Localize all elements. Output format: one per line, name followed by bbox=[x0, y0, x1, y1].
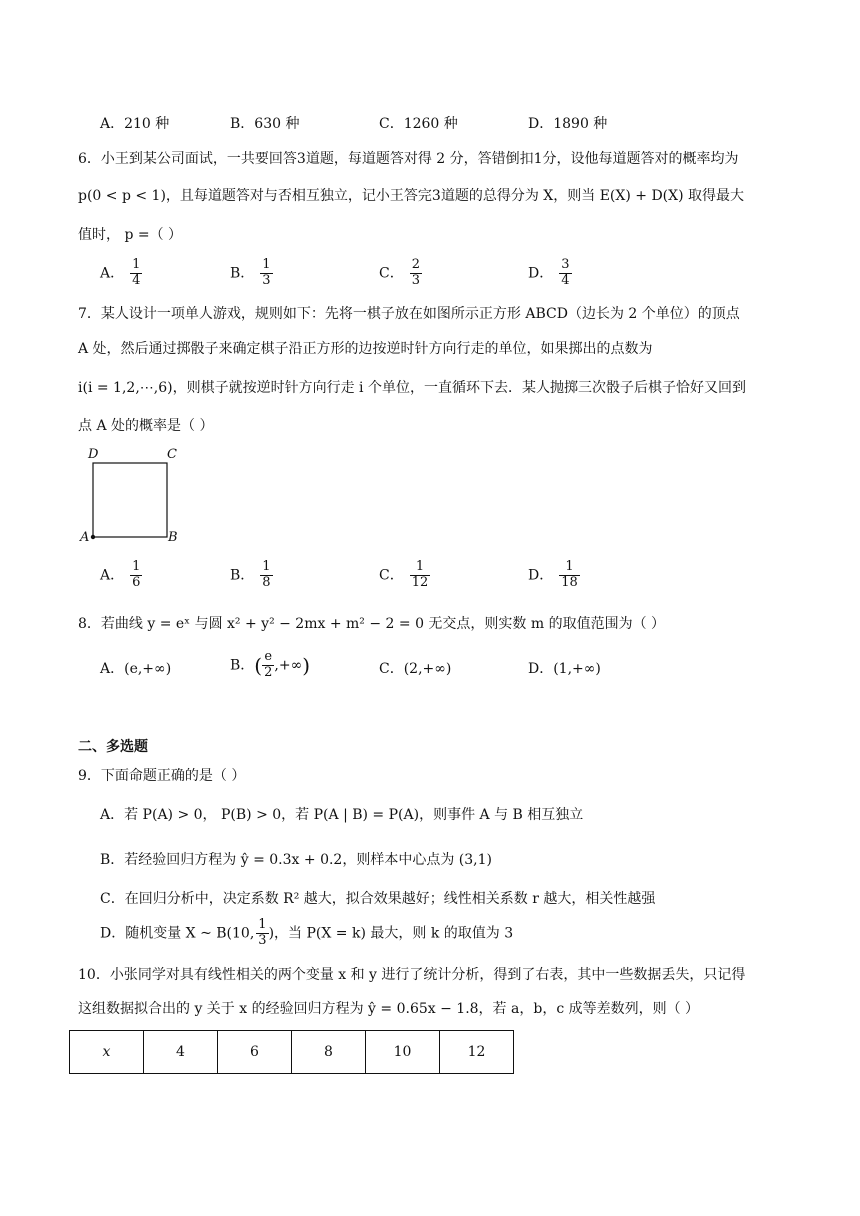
q8-stem: 8．若曲线 y = eˣ 与圆 x² + y² − 2mx + m² − 2 = 0 无交点，则实数 m 的取值范围为（ ） bbox=[78, 616, 666, 632]
q6-stem-line1: 6．小王到某公司面试，一共要回答3道题，每道题答对得 2 分，答错倒扣1分，设他每道题答对的概率均为 bbox=[78, 151, 739, 167]
q9-option-b: B．若经验回归方程为 ŷ = 0.3x + 0.2，则样本中心点为 (3,1) bbox=[100, 852, 492, 868]
q5-option-c: C．1260 种 bbox=[379, 116, 458, 132]
q10-data-table bbox=[69, 1030, 514, 1074]
q9-stem: 9．下面命题正确的是（ ） bbox=[78, 768, 246, 784]
q10-stem-line1: 10．小张同学对具有线性相关的两个变量 x 和 y 进行了统计分析，得到了右表，其中一些数据丢失，只记得 bbox=[78, 967, 746, 983]
section-heading: 二、多选题 bbox=[78, 739, 148, 755]
q6-stem-line3: 值时， p =（ ） bbox=[78, 227, 183, 243]
q7-stem-line2: A 处，然后通过掷骰子来确定棋子沿正方形的边按逆时针方向行走的单位，如果掷出的点数为 bbox=[78, 341, 653, 357]
q5-option-a: A．210 种 bbox=[100, 116, 170, 132]
table-cell: x bbox=[70, 1031, 144, 1074]
vertex-d-label: D bbox=[88, 447, 99, 462]
square-abcd-figure bbox=[80, 447, 190, 549]
q7-option-d: D． $\frac{1}{18}$ bbox=[528, 559, 578, 590]
q7-option-a: A． $\frac{1}{6}$ bbox=[100, 559, 141, 590]
q6-option-c: C． $\frac{2}{3}$ bbox=[379, 257, 420, 288]
q5-option-b: B．630 种 bbox=[230, 116, 300, 132]
table-cell: 10 bbox=[366, 1031, 440, 1074]
vertex-a-label: A bbox=[80, 530, 90, 545]
q9-option-d: D．随机变量 X ~ B(10, $\frac{1}{3}$ )，当 P(X = k) 最大，则 k 的取值为 3 bbox=[100, 917, 514, 948]
q7-option-c: C． $\frac{1}{12}$ bbox=[379, 559, 429, 590]
q5-option-d: D．1890 种 bbox=[528, 116, 608, 132]
q7-option-b: B． $\frac{1}{8}$ bbox=[230, 559, 271, 590]
table-cell: 8 bbox=[292, 1031, 366, 1074]
q8-option-a: A．(e,+∞) bbox=[100, 661, 172, 677]
vertex-c-label: C bbox=[167, 447, 177, 462]
table-cell: 12 bbox=[440, 1031, 514, 1074]
q10-stem-line2: 这组数据拟合出的 y 关于 x 的经验回归方程为 ŷ = 0.65x − 1.8，若 a，b，c 成等差数列，则（ ） bbox=[78, 1001, 700, 1017]
table-cell: 6 bbox=[218, 1031, 292, 1074]
q7-stem-line3: i(i = 1,2,⋯,6)，则棋子就按逆时针方向行走 i 个单位，一直循环下去．某人抛掷三次骰子后棋子恰好又回到 bbox=[78, 380, 746, 396]
q6-option-b: B． $\frac{1}{3}$ bbox=[230, 257, 271, 288]
q9-option-a: A．若 P(A) > 0， P(B) > 0，若 P(A | B) = P(A)，则事件 A 与 B 相互独立 bbox=[100, 807, 584, 823]
vertex-b-label: B bbox=[168, 530, 178, 545]
q6-option-d: D． $\frac{3}{4}$ bbox=[528, 257, 570, 288]
q6-stem-line2: p(0 < p < 1)，且每道题答对与否相互独立，记小王答完3道题的总得分为 X，则当 E(X) + D(X) 取得最大 bbox=[78, 188, 745, 204]
table-cell: 4 bbox=[144, 1031, 218, 1074]
q7-stem-line4: 点 A 处的概率是（ ） bbox=[78, 418, 214, 434]
q8-option-c: C．(2,+∞) bbox=[379, 661, 452, 677]
q9-option-c: C．在回归分析中，决定系数 R² 越大，拟合效果越好；线性相关系数 r 越大，相关性越强 bbox=[100, 891, 656, 907]
table-row bbox=[70, 1031, 514, 1074]
q6-option-a: A． $\frac{1}{4}$ bbox=[100, 257, 141, 288]
q8-option-d: D．(1,+∞) bbox=[528, 661, 601, 677]
q8-option-b: B．( $\frac{e}{2}$ ,+∞) bbox=[230, 649, 311, 680]
q7-stem-line1: 7．某人设计一项单人游戏，规则如下：先将一棋子放在如图所示正方形 ABCD（边长为 2 个单位）的顶点 bbox=[78, 306, 740, 322]
